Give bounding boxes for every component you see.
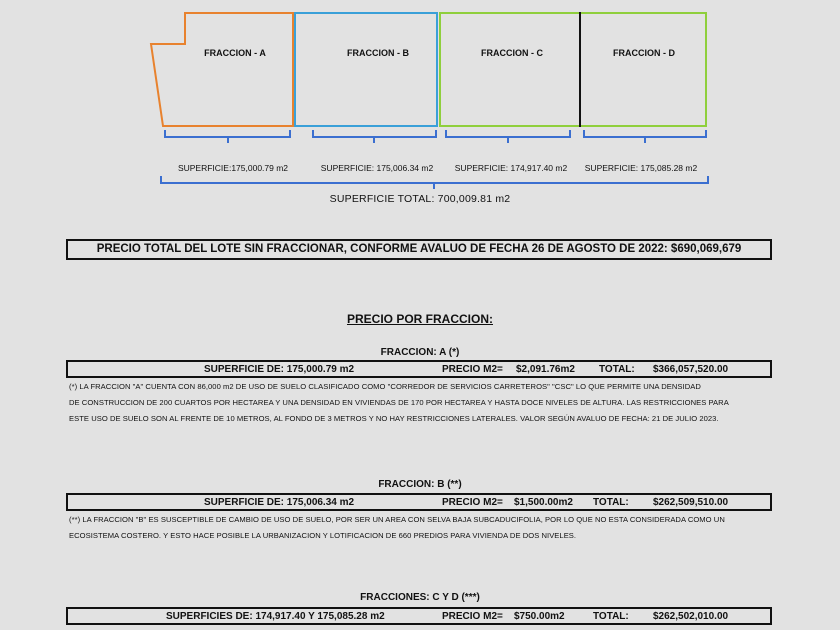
fraction-b-surface: SUPERFICIE DE: 175,006.34 m2	[204, 497, 355, 508]
lot-diagram-svg	[0, 0, 840, 215]
plot-b-outline	[295, 13, 437, 126]
total-price-text: PRECIO TOTAL DEL LOTE SIN FRACCIONAR, CONFORME AVALUO DE FECHA 26 DE AGOSTO DE 2022: $690,069,679	[96, 243, 742, 255]
fraction-b-price-label: PRECIO M2=	[442, 497, 503, 508]
lot-diagram	[0, 0, 840, 215]
plot-b-label: FRACCION - B	[347, 48, 409, 58]
fraction-a-note	[69, 379, 789, 427]
fraction-a-note-line: ESTE USO DE SUELO SON AL FRENTE DE 10 METROS, AL FONDO DE 3 METROS Y NO HAY RESTRICCIONES LATERALES. VALOR SEGÚN AVALUO DE FECHA: 21 DE JULIO 2023.	[69, 414, 719, 423]
fraction-b-total-value: $262,509,510.00	[653, 497, 729, 508]
plot-a-area: SUPERFICIE:175,000.79 m2	[177, 163, 289, 173]
fraction-a-note-line: DE CONSTRUCCION DE 200 CUARTOS POR HECTAREA Y UNA DENSIDAD EN VIVIENDAS DE 170 POR HECTAREA Y HASTA DOCE NIVELES DE ALTURA. LAS RESTRICCIONES PARA	[69, 398, 729, 407]
fraction-a-note-line: (*) LA FRACCION "A" CUENTA CON 86,000 m2 DE USO DE SUELO CLASIFICADO COMO "CORREDOR DE SERVICIOS CARRETEROS" "CSC" LO QUE PERMITE UNA DENSIDAD	[69, 382, 701, 391]
fraction-a-total-label: TOTAL:	[599, 364, 635, 375]
fraction-b-price-value: $1,500.00m2	[514, 497, 573, 508]
fraction-b-note-line: (**) LA FRACCION "B" ES SUSCEPTIBLE DE CAMBIO DE USO DE SUELO, POR SER UN AREA CON SELVA BAJA SUBCADUCIFOLIA, POR LO QUE NO ESTA CONSIDERADA COMO UN	[69, 515, 725, 524]
section-title: PRECIO POR FRACCION:	[346, 312, 493, 326]
fraction-cd-surface: SUPERFICIES DE: 174,917.40 Y 175,085.28 m2	[166, 611, 385, 622]
plot-c-area: SUPERFICIE: 174,917.40 m2	[454, 163, 568, 173]
fraction-cd-price-value: $750.00m2	[514, 611, 565, 622]
plot-c-brace	[446, 130, 570, 143]
plot-d-label: FRACCION - D	[613, 48, 675, 58]
fraction-cd-price-label: PRECIO M2=	[442, 611, 503, 622]
fraction-a-row	[66, 360, 772, 378]
plot-c-outline	[440, 13, 580, 126]
fraction-cd-total-label: TOTAL:	[593, 611, 629, 622]
fraction-a-surface: SUPERFICIE DE: 175,000.79 m2	[204, 364, 355, 375]
plot-b-brace	[313, 130, 436, 143]
plot-a-brace	[165, 130, 290, 143]
fraction-a-total-value: $366,057,520.00	[653, 364, 729, 375]
plot-a-label: FRACCION - A	[204, 48, 266, 58]
plot-d-brace	[584, 130, 706, 143]
plot-b-area: SUPERFICIE: 175,006.34 m2	[320, 163, 434, 173]
total-price-box	[66, 239, 772, 260]
total-brace	[161, 176, 708, 189]
plot-d-outline	[580, 13, 706, 126]
fraction-b-note-line: ECOSISTEMA COSTERO. Y ESTO HACE POSIBLE LA URBANIZACION Y LOTIFICACION DE 660 PREDIOS PARA VIVIENDA DE DOS NIVELES.	[69, 531, 577, 540]
plot-c-label: FRACCION - C	[481, 48, 543, 58]
fraction-cd-heading: FRACCIONES: C Y D (***)	[360, 592, 480, 603]
fraction-a-price-label: PRECIO M2=	[442, 364, 503, 375]
fraction-b-row	[66, 493, 772, 511]
plot-d-area: SUPERFICIE: 175,085.28 m2	[584, 163, 698, 173]
fraction-b-total-label: TOTAL:	[593, 497, 629, 508]
fraction-a-heading: FRACCION: A (*)	[380, 347, 460, 358]
plot-a-outline	[151, 13, 293, 126]
total-area-label: SUPERFICIE TOTAL: 700,009.81 m2	[329, 193, 511, 205]
fraction-b-heading: FRACCION: B (**)	[378, 479, 462, 490]
fraction-a-price-value: $2,091.76m2	[516, 364, 575, 375]
fraction-cd-total-value: $262,502,010.00	[653, 611, 729, 622]
fraction-b-note	[69, 512, 789, 544]
fraction-cd-row	[66, 607, 772, 625]
